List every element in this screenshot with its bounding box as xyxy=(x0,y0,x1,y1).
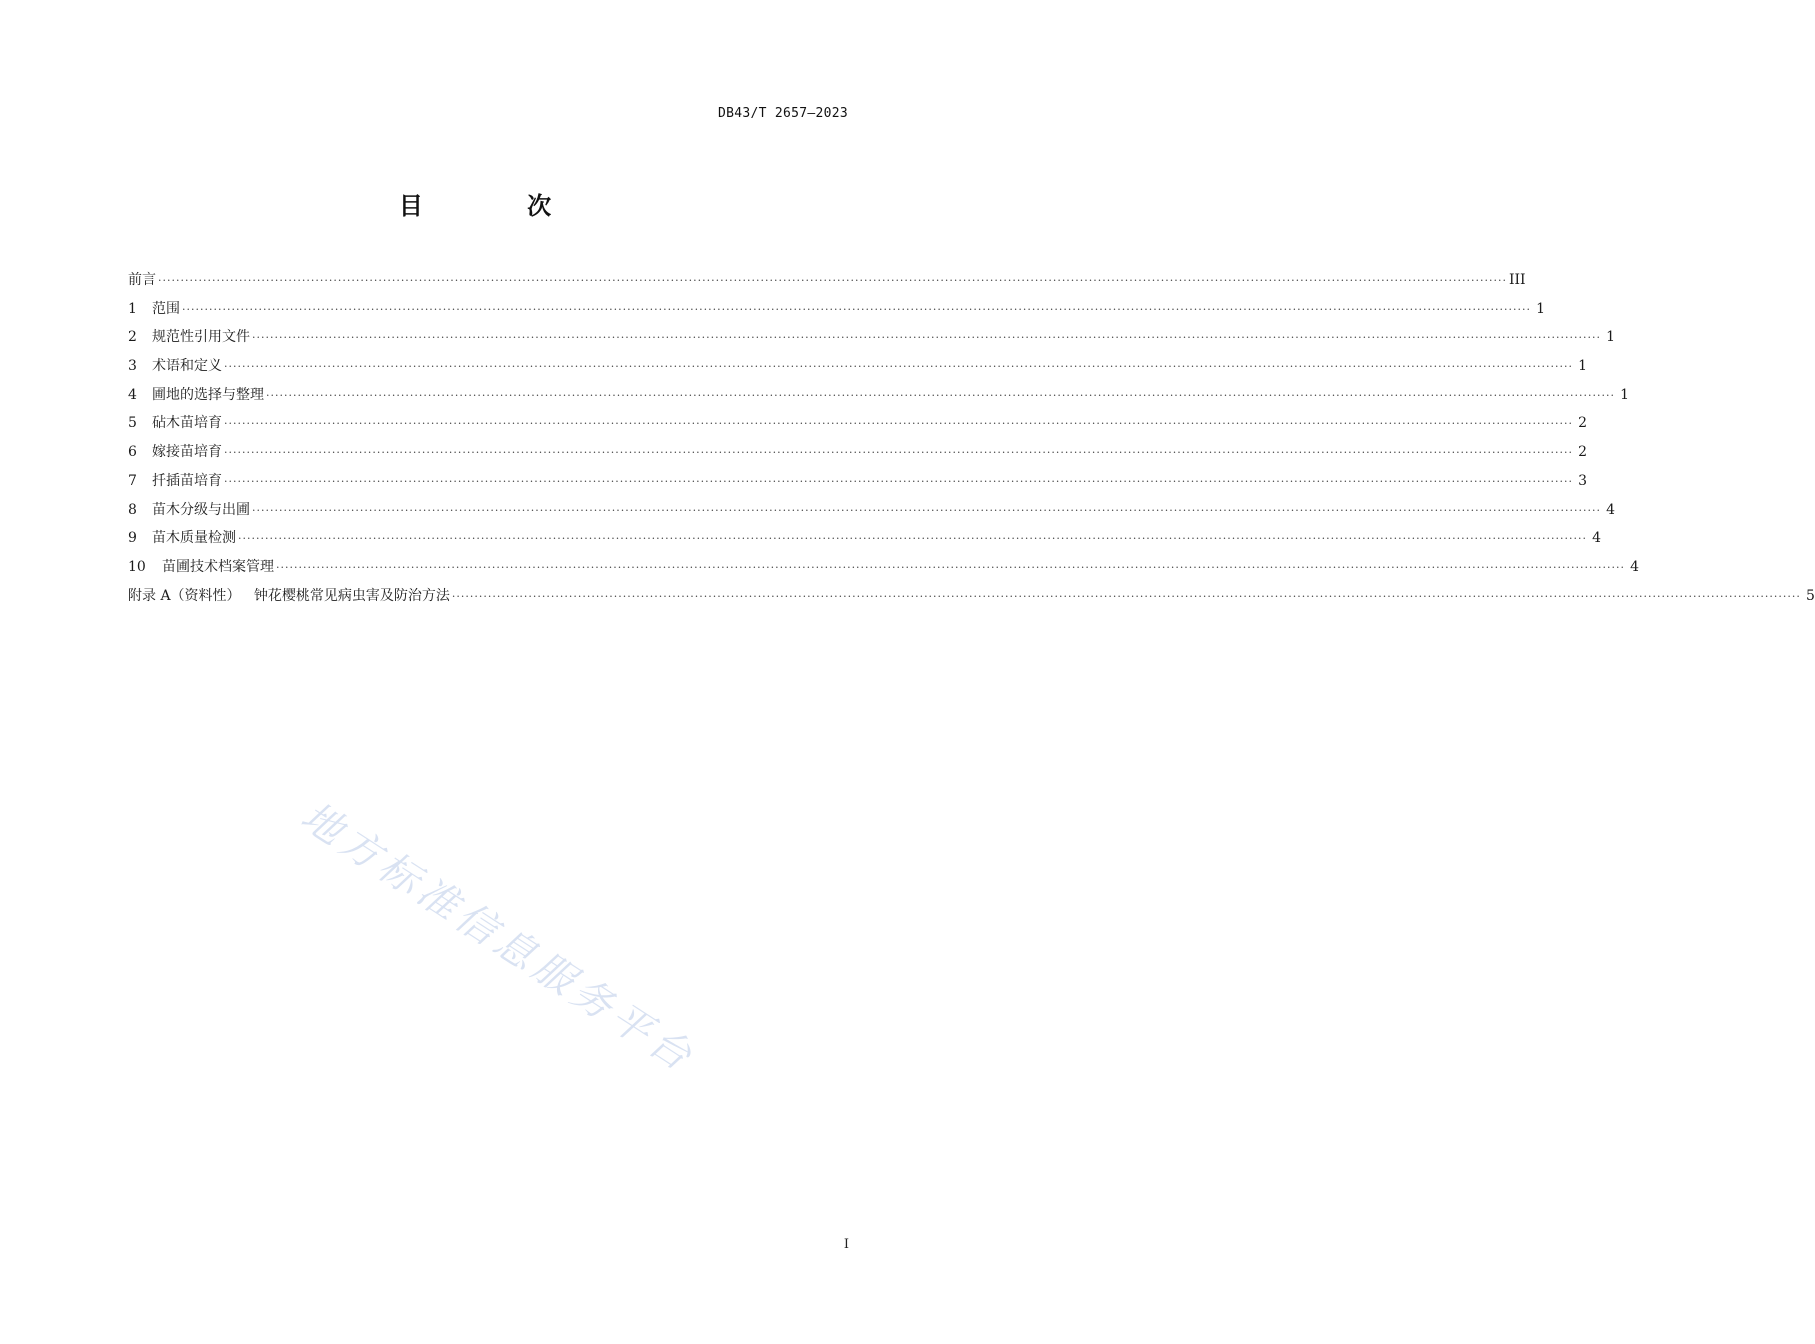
toc-entry-number: 3 xyxy=(128,358,137,375)
toc-entry-title: 苗圃技术档案管理 xyxy=(162,558,274,575)
toc-entry-number: 8 xyxy=(128,501,137,518)
toc-entry-number: 10 xyxy=(128,558,146,575)
toc-entry-title: 苗木分级与出圃 xyxy=(152,501,250,518)
toc-entry-6[interactable] xyxy=(128,438,1587,467)
dot-leader: ············································································································································································································································································································ xyxy=(224,360,1573,374)
toc-entry-title: 规范性引用文件 xyxy=(152,329,250,346)
toc-entry-number: 2 xyxy=(128,329,137,346)
toc-entry-title: 嫁接苗培育 xyxy=(152,444,222,461)
toc-entry-number: 7 xyxy=(128,472,137,489)
toc-entry-title: 扦插苗培育 xyxy=(152,472,222,489)
dot-leader: ············································································································································································································································································································ xyxy=(238,532,1587,546)
toc-entry-number: 5 xyxy=(128,415,137,432)
toc-entry-page: III xyxy=(1508,272,1526,288)
toc-entry-page: 4 xyxy=(1630,558,1639,575)
toc-entry-appendix-a[interactable] xyxy=(128,582,1815,611)
toc-entry-10[interactable] xyxy=(128,553,1639,582)
toc-entry-7[interactable] xyxy=(128,467,1587,496)
watermark: 地方标准信息服务平台 xyxy=(292,793,704,1083)
toc-entry-page: 4 xyxy=(1606,501,1615,518)
toc-entry-number: 4 xyxy=(128,386,137,403)
dot-leader: ············································································································································································································································································································ xyxy=(266,388,1615,402)
page-title: 目 次 xyxy=(398,192,600,220)
toc-entry-foreword[interactable] xyxy=(128,266,1526,295)
toc-entry-title: 砧木苗培育 xyxy=(152,415,222,432)
toc-entry-number: 6 xyxy=(128,444,137,461)
toc-entry-page: 1 xyxy=(1578,358,1587,375)
page-number: I xyxy=(843,1237,849,1252)
toc-entry-title: 术语和定义 xyxy=(152,358,222,375)
toc-entry-title: 苗木质量检测 xyxy=(152,530,236,547)
toc-entry-title: 附录 A（资料性） 钟花樱桃常见病虫害及防治方法 xyxy=(128,587,450,604)
dot-leader: ············································································································································································································································································································ xyxy=(252,503,1601,517)
dot-leader: ············································································································································································································································································································ xyxy=(182,302,1531,316)
dot-leader: ············································································································································································································································································································ xyxy=(158,274,1507,287)
toc-entry-page: 1 xyxy=(1536,300,1545,317)
toc-entry-8[interactable] xyxy=(128,496,1615,525)
toc-entry-page: 2 xyxy=(1578,415,1587,432)
toc-entry-page: 4 xyxy=(1592,530,1601,547)
toc-entry-1[interactable] xyxy=(128,295,1545,324)
toc-entry-number: 1 xyxy=(128,300,137,317)
toc-entry-page: 3 xyxy=(1578,472,1587,489)
toc-entry-9[interactable] xyxy=(128,524,1601,553)
toc-entry-3[interactable] xyxy=(128,352,1587,381)
toc-entry-page: 5 xyxy=(1805,587,1815,604)
dot-leader: ············································································································································································································································································································ xyxy=(224,446,1573,460)
toc-entry-page: 1 xyxy=(1620,386,1629,403)
toc-entry-2[interactable] xyxy=(128,323,1615,352)
toc-entry-title: 圃地的选择与整理 xyxy=(152,386,264,403)
toc-entry-title: 前言 xyxy=(128,272,156,288)
toc-entry-number: 9 xyxy=(128,530,137,547)
toc-entry-page: 1 xyxy=(1606,329,1615,346)
dot-leader: ············································································································································································································································································································ xyxy=(224,417,1573,431)
toc-entry-title: 范围 xyxy=(152,300,180,317)
dot-leader: ············································································································································································································································································································ xyxy=(451,589,1801,603)
toc-entry-5[interactable] xyxy=(128,409,1587,438)
toc-entry-page: 2 xyxy=(1578,444,1587,461)
dot-leader: ············································································································································································································································································································ xyxy=(276,560,1625,574)
toc-entry-4[interactable] xyxy=(128,381,1629,410)
table-of-contents xyxy=(128,266,1815,610)
document-code: DB43/T 2657—2023 xyxy=(717,106,848,121)
dot-leader: ············································································································································································································································································································ xyxy=(252,331,1601,345)
dot-leader: ············································································································································································································································································································ xyxy=(224,474,1573,488)
